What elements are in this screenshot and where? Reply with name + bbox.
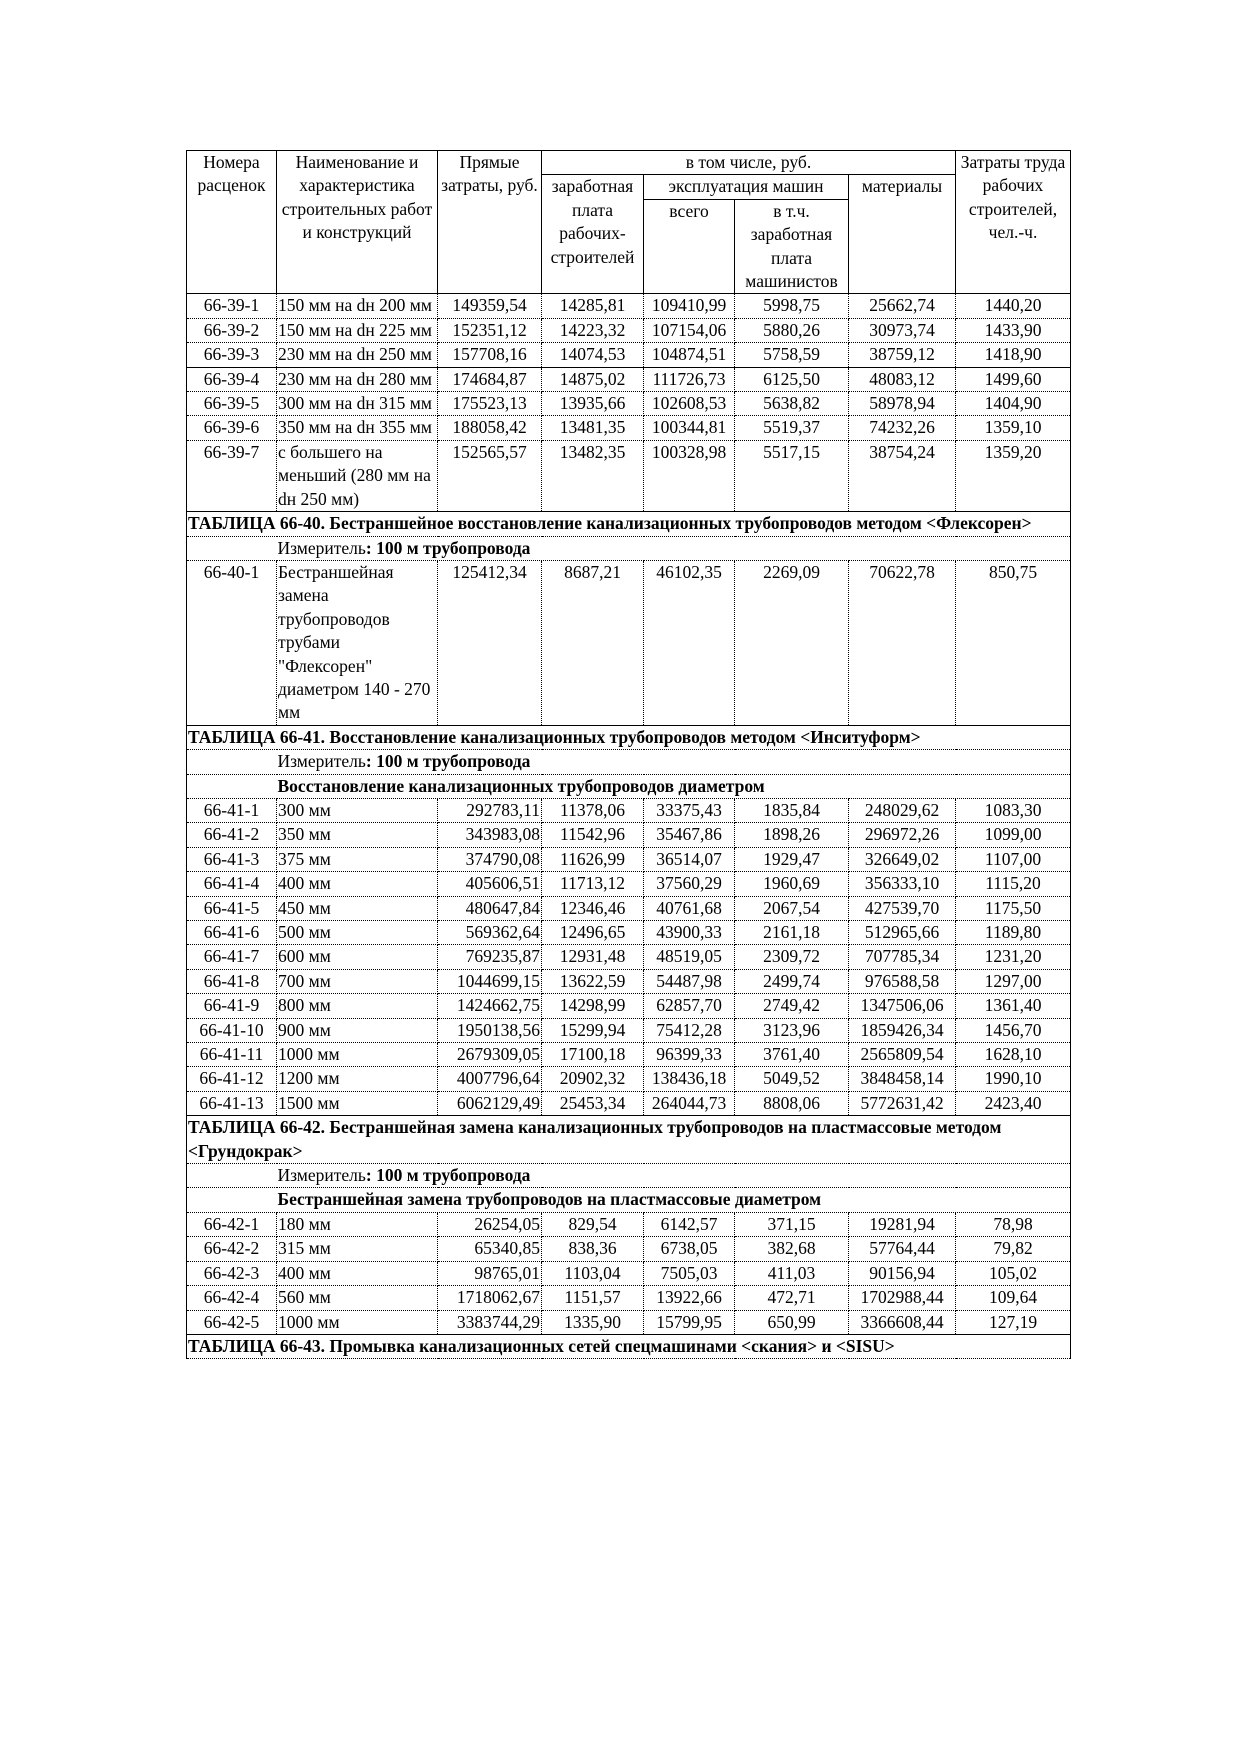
machines-total: 48519,05 bbox=[644, 945, 735, 969]
rate-code: 66-39-1 bbox=[187, 294, 277, 318]
labor-value: 1115,20 bbox=[956, 872, 1071, 896]
rate-code: 66-39-2 bbox=[187, 318, 277, 342]
materials-value: 248029,62 bbox=[849, 798, 956, 822]
wage-value: 13481,35 bbox=[542, 416, 644, 440]
rate-code: 66-41-11 bbox=[187, 1043, 277, 1067]
direct-cost: 480647,84 bbox=[438, 896, 542, 920]
table-row bbox=[187, 560, 1071, 725]
direct-cost: 125412,34 bbox=[438, 560, 542, 725]
machines-total: 43900,33 bbox=[644, 921, 735, 945]
measure-pad bbox=[187, 750, 277, 774]
labor-value: 1433,90 bbox=[956, 318, 1071, 342]
direct-cost: 292783,11 bbox=[438, 798, 542, 822]
wage-value: 12931,48 bbox=[542, 945, 644, 969]
machines-wage: 1898,26 bbox=[735, 823, 849, 847]
machines-wage: 5880,26 bbox=[735, 318, 849, 342]
wage-value: 838,36 bbox=[542, 1237, 644, 1261]
wage-value: 14875,02 bbox=[542, 367, 644, 391]
wage-value: 1103,04 bbox=[542, 1261, 644, 1285]
direct-cost: 374790,08 bbox=[438, 847, 542, 871]
materials-value: 976588,58 bbox=[849, 969, 956, 993]
materials-value: 3366608,44 bbox=[849, 1310, 956, 1334]
rate-code: 66-42-4 bbox=[187, 1286, 277, 1310]
machines-wage: 3761,40 bbox=[735, 1043, 849, 1067]
header-labor: Затраты труда рабочих строителей, чел.-ч. bbox=[956, 151, 1071, 294]
wage-value: 12496,65 bbox=[542, 921, 644, 945]
table-row bbox=[187, 872, 1071, 896]
materials-value: 512965,66 bbox=[849, 921, 956, 945]
machines-total: 7505,03 bbox=[644, 1261, 735, 1285]
wage-value: 11378,06 bbox=[542, 798, 644, 822]
rate-code: 66-41-7 bbox=[187, 945, 277, 969]
work-name: Бестраншейная замена трубопроводов трубами "Флексорен" диаметром 140 - 270 мм bbox=[277, 560, 438, 725]
work-name: 800 мм bbox=[277, 994, 438, 1018]
materials-value: 707785,34 bbox=[849, 945, 956, 969]
rate-code: 66-40-1 bbox=[187, 560, 277, 725]
table-row bbox=[187, 847, 1071, 871]
direct-cost: 1718062,67 bbox=[438, 1286, 542, 1310]
machines-wage: 2749,42 bbox=[735, 994, 849, 1018]
work-name: 500 мм bbox=[277, 921, 438, 945]
direct-cost: 188058,42 bbox=[438, 416, 542, 440]
section-pad bbox=[187, 774, 277, 798]
work-name: 1200 мм bbox=[277, 1067, 438, 1091]
rate-code: 66-41-1 bbox=[187, 798, 277, 822]
header-materials: материалы bbox=[849, 175, 956, 294]
table-title: ТАБЛИЦА 66-43. Промывка канализационных сетей спецмашинами <скания> и <SISU> bbox=[187, 1334, 1071, 1358]
materials-value: 19281,94 bbox=[849, 1212, 956, 1236]
labor-value: 1359,10 bbox=[956, 416, 1071, 440]
table-row bbox=[187, 392, 1071, 416]
work-name: 150 мм на dн 225 мм bbox=[277, 318, 438, 342]
rate-code: 66-41-12 bbox=[187, 1067, 277, 1091]
measure-value: : 100 м трубопровода bbox=[365, 751, 531, 772]
labor-value: 1499,60 bbox=[956, 367, 1071, 391]
table-row bbox=[187, 318, 1071, 342]
machines-wage: 371,15 bbox=[735, 1212, 849, 1236]
direct-cost: 405606,51 bbox=[438, 872, 542, 896]
machines-total: 6142,57 bbox=[644, 1212, 735, 1236]
table-row bbox=[187, 367, 1071, 391]
work-name: 350 мм bbox=[277, 823, 438, 847]
direct-cost: 157708,16 bbox=[438, 343, 542, 367]
machines-wage: 8808,06 bbox=[735, 1091, 849, 1115]
table-title-row bbox=[187, 1116, 1071, 1164]
measure-unit bbox=[277, 536, 1071, 560]
direct-cost: 1424662,75 bbox=[438, 994, 542, 1018]
rate-code: 66-41-13 bbox=[187, 1091, 277, 1115]
wage-value: 829,54 bbox=[542, 1212, 644, 1236]
measure-row bbox=[187, 750, 1071, 774]
table-row bbox=[187, 1237, 1071, 1261]
machines-wage: 2067,54 bbox=[735, 896, 849, 920]
wage-value: 12346,46 bbox=[542, 896, 644, 920]
wage-value: 14074,53 bbox=[542, 343, 644, 367]
machines-wage: 5998,75 bbox=[735, 294, 849, 318]
direct-cost: 769235,87 bbox=[438, 945, 542, 969]
machines-total: 35467,86 bbox=[644, 823, 735, 847]
work-name: 315 мм bbox=[277, 1237, 438, 1261]
wage-value: 14223,32 bbox=[542, 318, 644, 342]
materials-value: 296972,26 bbox=[849, 823, 956, 847]
work-name: 400 мм bbox=[277, 1261, 438, 1285]
materials-value: 30973,74 bbox=[849, 318, 956, 342]
machines-total: 33375,43 bbox=[644, 798, 735, 822]
direct-cost: 4007796,64 bbox=[438, 1067, 542, 1091]
table-title-row bbox=[187, 512, 1071, 536]
direct-cost: 26254,05 bbox=[438, 1212, 542, 1236]
materials-value: 3848458,14 bbox=[849, 1067, 956, 1091]
work-name: 375 мм bbox=[277, 847, 438, 871]
machines-total: 111726,73 bbox=[644, 367, 735, 391]
table-row bbox=[187, 921, 1071, 945]
work-name: 1000 мм bbox=[277, 1043, 438, 1067]
work-name: 1000 мм bbox=[277, 1310, 438, 1334]
labor-value: 127,19 bbox=[956, 1310, 1071, 1334]
rate-code: 66-41-6 bbox=[187, 921, 277, 945]
measure-value: : 100 м трубопровода bbox=[365, 537, 531, 558]
machines-wage: 5517,15 bbox=[735, 440, 849, 511]
work-name: 180 мм bbox=[277, 1212, 438, 1236]
direct-cost: 152351,12 bbox=[438, 318, 542, 342]
rate-code: 66-39-7 bbox=[187, 440, 277, 511]
materials-value: 356333,10 bbox=[849, 872, 956, 896]
labor-value: 109,64 bbox=[956, 1286, 1071, 1310]
table-title: ТАБЛИЦА 66-42. Бестраншейная замена канализационных трубопроводов на пластмассовые методом <Грундокрак> bbox=[187, 1116, 1071, 1164]
table-row bbox=[187, 823, 1071, 847]
table-title-row bbox=[187, 1334, 1071, 1358]
machines-total: 15799,95 bbox=[644, 1310, 735, 1334]
table-row bbox=[187, 1286, 1071, 1310]
labor-value: 1361,40 bbox=[956, 994, 1071, 1018]
rate-code: 66-42-5 bbox=[187, 1310, 277, 1334]
measure-row bbox=[187, 536, 1071, 560]
header-code: Номера расценок bbox=[187, 151, 277, 294]
materials-value: 57764,44 bbox=[849, 1237, 956, 1261]
machines-wage: 472,71 bbox=[735, 1286, 849, 1310]
direct-cost: 98765,01 bbox=[438, 1261, 542, 1285]
table-row bbox=[187, 945, 1071, 969]
labor-value: 1099,00 bbox=[956, 823, 1071, 847]
machines-total: 107154,06 bbox=[644, 318, 735, 342]
machines-wage: 2269,09 bbox=[735, 560, 849, 725]
wage-value: 20902,32 bbox=[542, 1067, 644, 1091]
wage-value: 13482,35 bbox=[542, 440, 644, 511]
rate-code: 66-41-5 bbox=[187, 896, 277, 920]
rate-code: 66-41-3 bbox=[187, 847, 277, 871]
work-name: 150 мм на dн 200 мм bbox=[277, 294, 438, 318]
machines-total: 102608,53 bbox=[644, 392, 735, 416]
measure-value: : 100 м трубопровода bbox=[365, 1165, 531, 1186]
section-row bbox=[187, 1188, 1071, 1212]
labor-value: 1175,50 bbox=[956, 896, 1071, 920]
labor-value: 1990,10 bbox=[956, 1067, 1071, 1091]
table-row bbox=[187, 1067, 1071, 1091]
machines-total: 138436,18 bbox=[644, 1067, 735, 1091]
labor-value: 78,98 bbox=[956, 1212, 1071, 1236]
wage-value: 11626,99 bbox=[542, 847, 644, 871]
machines-wage: 382,68 bbox=[735, 1237, 849, 1261]
machines-total: 13922,66 bbox=[644, 1286, 735, 1310]
labor-value: 1456,70 bbox=[956, 1018, 1071, 1042]
machines-wage: 411,03 bbox=[735, 1261, 849, 1285]
table-title: ТАБЛИЦА 66-41. Восстановление канализационных трубопроводов методом <Инситуформ> bbox=[187, 725, 1071, 749]
labor-value: 1189,80 bbox=[956, 921, 1071, 945]
materials-value: 1347506,06 bbox=[849, 994, 956, 1018]
measure-unit bbox=[277, 750, 1071, 774]
table-row bbox=[187, 1261, 1071, 1285]
labor-value: 79,82 bbox=[956, 1237, 1071, 1261]
wage-value: 25453,34 bbox=[542, 1091, 644, 1115]
table-row bbox=[187, 994, 1071, 1018]
machines-wage: 5049,52 bbox=[735, 1067, 849, 1091]
direct-cost: 175523,13 bbox=[438, 392, 542, 416]
machines-wage: 650,99 bbox=[735, 1310, 849, 1334]
materials-value: 326649,02 bbox=[849, 847, 956, 871]
labor-value: 1231,20 bbox=[956, 945, 1071, 969]
materials-value: 38754,24 bbox=[849, 440, 956, 511]
work-name: 560 мм bbox=[277, 1286, 438, 1310]
labor-value: 1083,30 bbox=[956, 798, 1071, 822]
machines-total: 96399,33 bbox=[644, 1043, 735, 1067]
work-name: 400 мм bbox=[277, 872, 438, 896]
materials-value: 70622,78 bbox=[849, 560, 956, 725]
materials-value: 2565809,54 bbox=[849, 1043, 956, 1067]
rate-code: 66-41-10 bbox=[187, 1018, 277, 1042]
header-machines: эксплуатация машин bbox=[644, 175, 849, 199]
header-name: Наименование и характеристика строительных работ и конструкций bbox=[277, 151, 438, 294]
table-row bbox=[187, 1310, 1071, 1334]
materials-value: 1702988,44 bbox=[849, 1286, 956, 1310]
direct-cost: 174684,87 bbox=[438, 367, 542, 391]
machines-wage: 1929,47 bbox=[735, 847, 849, 871]
machines-total: 109410,99 bbox=[644, 294, 735, 318]
labor-value: 850,75 bbox=[956, 560, 1071, 725]
machines-total: 100328,98 bbox=[644, 440, 735, 511]
wage-value: 1335,90 bbox=[542, 1310, 644, 1334]
wage-value: 11713,12 bbox=[542, 872, 644, 896]
wage-value: 8687,21 bbox=[542, 560, 644, 725]
section-pad bbox=[187, 1188, 277, 1212]
materials-value: 58978,94 bbox=[849, 392, 956, 416]
machines-total: 37560,29 bbox=[644, 872, 735, 896]
machines-wage: 3123,96 bbox=[735, 1018, 849, 1042]
machines-total: 54487,98 bbox=[644, 969, 735, 993]
table-row bbox=[187, 294, 1071, 318]
machines-wage: 5758,59 bbox=[735, 343, 849, 367]
rate-code: 66-42-1 bbox=[187, 1212, 277, 1236]
rate-code: 66-41-2 bbox=[187, 823, 277, 847]
machines-wage: 1960,69 bbox=[735, 872, 849, 896]
work-name: с большего на меньший (280 мм на dн 250 мм) bbox=[277, 440, 438, 511]
measure-unit bbox=[277, 1164, 1071, 1188]
rate-code: 66-39-6 bbox=[187, 416, 277, 440]
materials-value: 90156,94 bbox=[849, 1261, 956, 1285]
measure-pad bbox=[187, 1164, 277, 1188]
direct-cost: 6062129,49 bbox=[438, 1091, 542, 1115]
machines-wage: 6125,50 bbox=[735, 367, 849, 391]
labor-value: 1107,00 bbox=[956, 847, 1071, 871]
machines-wage: 1835,84 bbox=[735, 798, 849, 822]
table-row bbox=[187, 440, 1071, 511]
labor-value: 105,02 bbox=[956, 1261, 1071, 1285]
work-name: 350 мм на dн 355 мм bbox=[277, 416, 438, 440]
rate-code: 66-41-9 bbox=[187, 994, 277, 1018]
measure-row bbox=[187, 1164, 1071, 1188]
rate-code: 66-42-2 bbox=[187, 1237, 277, 1261]
wage-value: 1151,57 bbox=[542, 1286, 644, 1310]
direct-cost: 1950138,56 bbox=[438, 1018, 542, 1042]
machines-total: 104874,51 bbox=[644, 343, 735, 367]
materials-value: 1859426,34 bbox=[849, 1018, 956, 1042]
machines-wage: 5519,37 bbox=[735, 416, 849, 440]
header-machines-total: всего bbox=[644, 199, 735, 294]
table-title-row bbox=[187, 725, 1071, 749]
section-row bbox=[187, 774, 1071, 798]
measure-label: Измеритель bbox=[277, 1165, 366, 1186]
direct-cost: 343983,08 bbox=[438, 823, 542, 847]
materials-value: 427539,70 bbox=[849, 896, 956, 920]
table-row bbox=[187, 896, 1071, 920]
work-name: 300 мм на dн 315 мм bbox=[277, 392, 438, 416]
measure-label: Измеритель bbox=[277, 537, 366, 558]
labor-value: 1297,00 bbox=[956, 969, 1071, 993]
machines-total: 100344,81 bbox=[644, 416, 735, 440]
machines-total: 6738,05 bbox=[644, 1237, 735, 1261]
table-row bbox=[187, 1091, 1071, 1115]
labor-value: 1404,90 bbox=[956, 392, 1071, 416]
materials-value: 48083,12 bbox=[849, 367, 956, 391]
section-title: Бестраншейная замена трубопроводов на пластмассовые диаметром bbox=[277, 1188, 1071, 1212]
materials-value: 25662,74 bbox=[849, 294, 956, 318]
wage-value: 17100,18 bbox=[542, 1043, 644, 1067]
materials-value: 5772631,42 bbox=[849, 1091, 956, 1115]
direct-cost: 569362,64 bbox=[438, 921, 542, 945]
work-name: 900 мм bbox=[277, 1018, 438, 1042]
machines-total: 40761,68 bbox=[644, 896, 735, 920]
header-incl: в том числе, руб. bbox=[542, 151, 956, 175]
table-row bbox=[187, 1043, 1071, 1067]
direct-cost: 149359,54 bbox=[438, 294, 542, 318]
labor-value: 1359,20 bbox=[956, 440, 1071, 511]
table-row bbox=[187, 798, 1071, 822]
rate-code: 66-41-8 bbox=[187, 969, 277, 993]
rate-code: 66-39-4 bbox=[187, 367, 277, 391]
wage-value: 15299,94 bbox=[542, 1018, 644, 1042]
machines-total: 62857,70 bbox=[644, 994, 735, 1018]
machines-total: 75412,28 bbox=[644, 1018, 735, 1042]
machines-wage: 2161,18 bbox=[735, 921, 849, 945]
direct-cost: 65340,85 bbox=[438, 1237, 542, 1261]
table-row bbox=[187, 969, 1071, 993]
measure-label: Измеритель bbox=[277, 751, 366, 772]
work-name: 1500 мм bbox=[277, 1091, 438, 1115]
labor-value: 1628,10 bbox=[956, 1043, 1071, 1067]
machines-wage: 2499,74 bbox=[735, 969, 849, 993]
direct-cost: 1044699,15 bbox=[438, 969, 542, 993]
machines-total: 36514,07 bbox=[644, 847, 735, 871]
machines-wage: 5638,82 bbox=[735, 392, 849, 416]
table-row bbox=[187, 1212, 1071, 1236]
machines-total: 46102,35 bbox=[644, 560, 735, 725]
direct-cost: 2679309,05 bbox=[438, 1043, 542, 1067]
work-name: 230 мм на dн 250 мм bbox=[277, 343, 438, 367]
work-name: 230 мм на dн 280 мм bbox=[277, 367, 438, 391]
section-title: Восстановление канализационных трубопроводов диаметром bbox=[277, 774, 1071, 798]
rate-code: 66-39-5 bbox=[187, 392, 277, 416]
header-machines-wage: в т.ч. заработная плата машинистов bbox=[735, 199, 849, 294]
labor-value: 2423,40 bbox=[956, 1091, 1071, 1115]
header-direct: Прямые затраты, руб. bbox=[438, 151, 542, 294]
wage-value: 14285,81 bbox=[542, 294, 644, 318]
rate-code: 66-42-3 bbox=[187, 1261, 277, 1285]
wage-value: 13622,59 bbox=[542, 969, 644, 993]
materials-value: 38759,12 bbox=[849, 343, 956, 367]
wage-value: 11542,96 bbox=[542, 823, 644, 847]
table-row bbox=[187, 416, 1071, 440]
wage-value: 13935,66 bbox=[542, 392, 644, 416]
direct-cost: 152565,57 bbox=[438, 440, 542, 511]
work-name: 700 мм bbox=[277, 969, 438, 993]
labor-value: 1418,90 bbox=[956, 343, 1071, 367]
header-wage: заработная плата рабочих-строителей bbox=[542, 175, 644, 294]
labor-value: 1440,20 bbox=[956, 294, 1071, 318]
header-row-1 bbox=[187, 151, 1071, 175]
direct-cost: 3383744,29 bbox=[438, 1310, 542, 1334]
work-name: 300 мм bbox=[277, 798, 438, 822]
materials-value: 74232,26 bbox=[849, 416, 956, 440]
table-row bbox=[187, 1018, 1071, 1042]
measure-pad bbox=[187, 536, 277, 560]
machines-wage: 2309,72 bbox=[735, 945, 849, 969]
rate-code: 66-39-3 bbox=[187, 343, 277, 367]
work-name: 450 мм bbox=[277, 896, 438, 920]
rates-table bbox=[186, 150, 1071, 1359]
work-name: 600 мм bbox=[277, 945, 438, 969]
rate-code: 66-41-4 bbox=[187, 872, 277, 896]
wage-value: 14298,99 bbox=[542, 994, 644, 1018]
table-title: ТАБЛИЦА 66-40. Бестраншейное восстановление канализационных трубопроводов методом <Флексорен> bbox=[187, 512, 1071, 536]
table-row bbox=[187, 343, 1071, 367]
machines-total: 264044,73 bbox=[644, 1091, 735, 1115]
